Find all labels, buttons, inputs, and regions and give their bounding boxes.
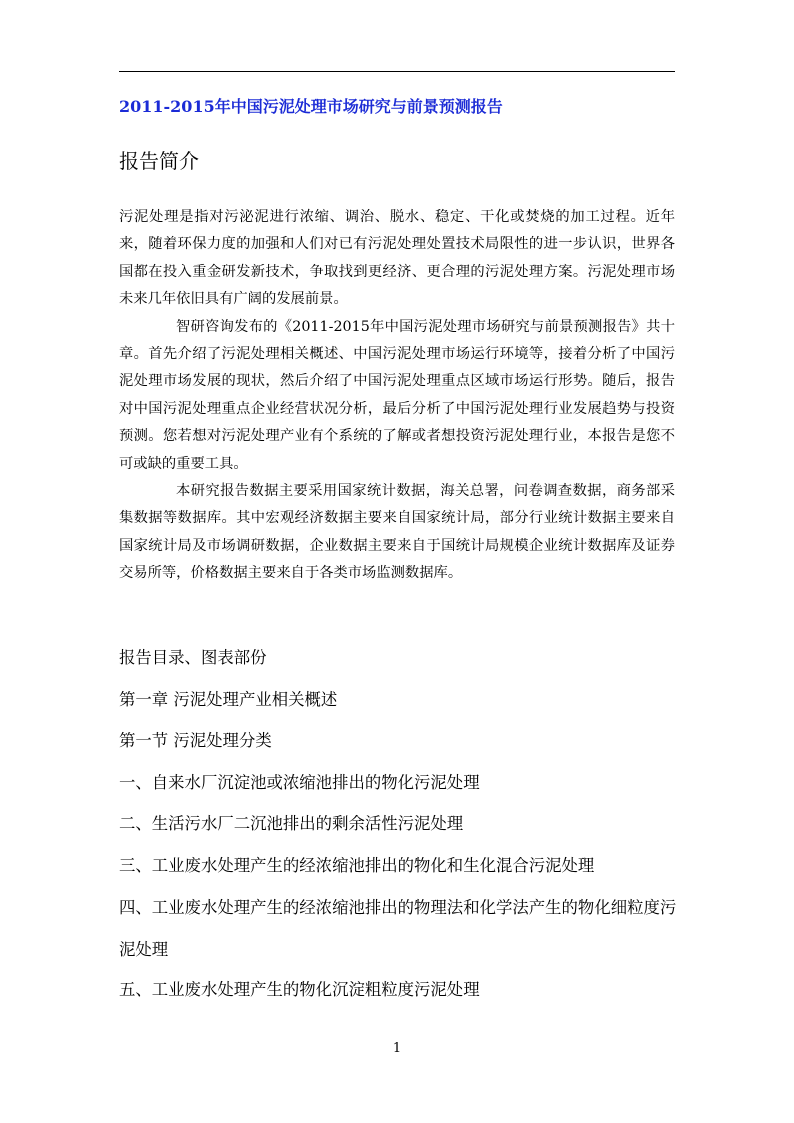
toc-item: 五、工业废水处理产生的物化沉淀粗粒度污泥处理 [119,980,480,999]
paragraph-data-sources: 本研究报告数据主要采用国家统计数据，海关总署，问卷调查数据，商务部采集数据等数据库。其中宏观经济数据主要来自国家统计局，部分行业统计数据主要来自国家统计局及市场调研数据，企业数据主要来自于国统计局规模企业统计数据库及证券交易所等，价格数据主要来自于各类市场监测数据库。 [119,483,675,582]
toc-item: 二、生活污水厂二沉池排出的剩余活性污泥处理 [119,814,464,833]
page-number: 1 [392,1041,402,1056]
paragraph-definition: 污泥处理是指对污泌泥进行浓缩、调治、脱水、稳定、干化或焚烧的加工过程。近年来，随着环保力度的加强和人们对已有污泥处理处置技术局限性的进一步认识，世界各国都在投入重金研发新技术，争取找到更经济、更合理的污泥处理方案。污泥处理市场未来几年依旧具有广阔的发展前景。 [119,209,675,308]
section-heading-intro: 报告简介 [119,149,199,173]
toc-item: 一、自来水厂沉淀池或浓缩池排出的物化污泥处理 [119,772,480,792]
toc-section-1: 第一节 污泥处理分类 [119,731,272,750]
toc-heading: 报告目录、图表部份 [119,648,267,667]
toc-chapter-1: 第一章 污泥处理产业相关概述 [119,689,338,709]
document-title: 2011-2015年中国污泥处理市场研究与前景预测报告 [119,97,503,116]
toc-item: 四、工业废水处理产生的经浓缩池排出的物理法和化学法产生的物化细粒度污泥处理 [119,898,677,959]
paragraph-report-summary: 智研咨询发布的《2011-2015年中国污泥处理市场研究与前景预测报告》共十章。首先介绍了污泥处理相关概述、中国污泥处理市场运行环境等，接着分析了中国污泥处理市场发展的现状，然后介绍了中国污泥处理重点区域市场运行形势。随后，报告对中国污泥处理重点企业经营状况分析，最后分析了中国污泥处理行业发展趋势与投资预测。您若想对污泥处理产业有个系统的了解或者想投资污泥处理行业，本报告是您不可或缺的重要工具。 [119,318,675,472]
intro-body [119,204,675,588]
toc-item: 三、工业废水处理产生的经浓缩池排出的物化和生化混合污泥处理 [119,855,595,875]
table-of-contents [119,646,679,1020]
header-rule [119,71,675,72]
